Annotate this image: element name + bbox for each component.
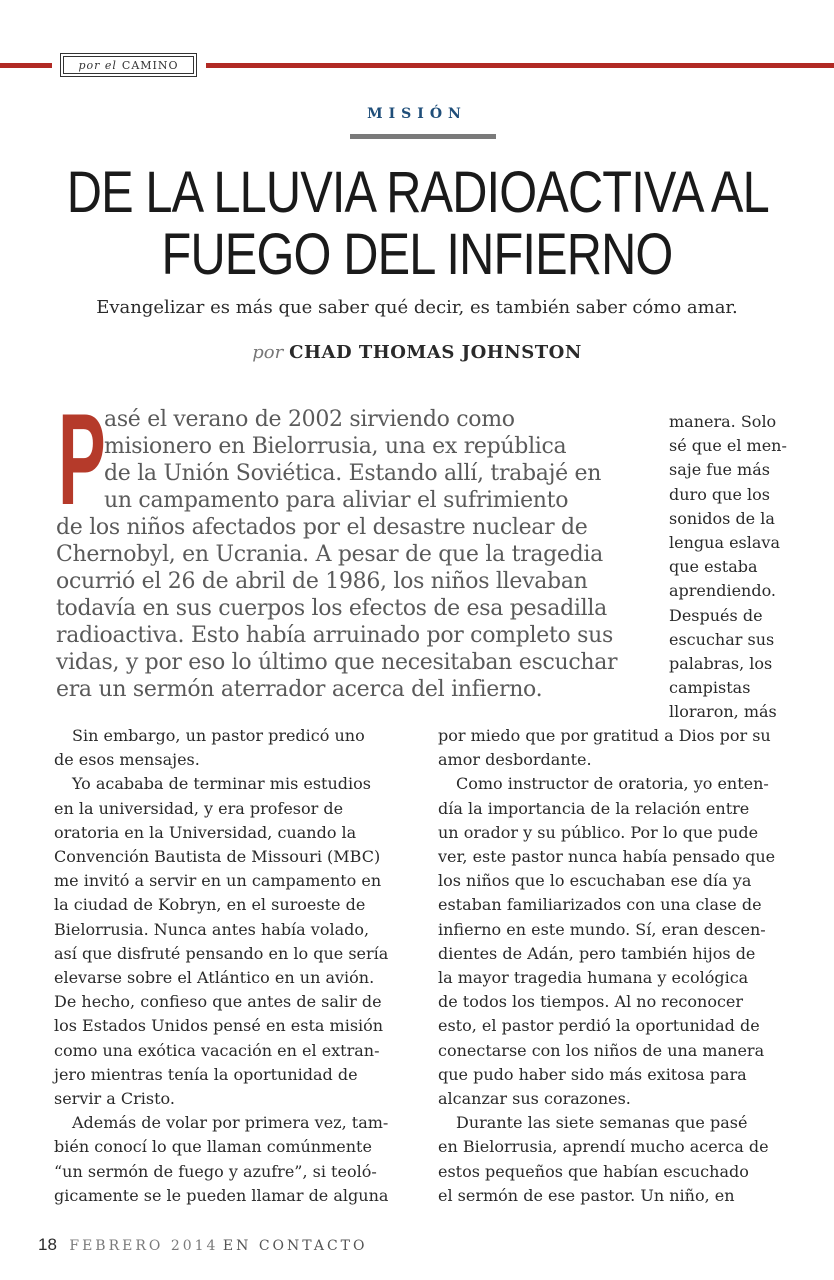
byline-prefix: por: [252, 342, 284, 363]
body-line: amor desbordante.: [438, 750, 592, 770]
side-line: escuchar sus: [669, 629, 775, 649]
side-line: que estaba: [669, 557, 758, 577]
body-line: De hecho, confieso que antes de salir de: [54, 992, 382, 1012]
body-line: de todos los tiempos. Al no reconocer: [438, 992, 744, 1012]
header-rule-right: [206, 63, 834, 68]
body-line: de esos mensajes.: [54, 750, 200, 770]
lead-line: ocurrió el 26 de abril de 1986, los niños llevaban: [56, 569, 588, 594]
lead-line: misionero en Bielorrusia, una ex república: [104, 434, 567, 459]
body-line: estaban familiarizados con una clase de: [438, 895, 762, 915]
body-line: “un sermón de fuego y azufre”, si teoló-: [54, 1161, 377, 1181]
body-line: elevarse sobre el Atlántico en un avión.: [54, 968, 375, 988]
side-line: aprendiendo.: [669, 581, 777, 601]
lead-line: era un sermón aterrador acerca del infierno.: [56, 677, 543, 702]
kicker-rule: [350, 134, 496, 139]
side-line: campistas: [669, 678, 751, 698]
body-line: en la universidad, y era profesor de: [54, 798, 344, 818]
lead-line: de los niños afectados por el desastre nuclear de: [56, 515, 588, 540]
section-prefix: por el: [78, 58, 117, 72]
side-line: lengua eslava: [669, 533, 780, 553]
side-line: duro que los: [669, 484, 770, 504]
body-line: infierno en este mundo. Sí, eran descen-: [438, 919, 766, 939]
body-line: bién conocí lo que llaman comúnmente: [54, 1137, 372, 1157]
body-column-left: [54, 724, 414, 1208]
body-line: día la importancia de la relación entre: [438, 798, 750, 818]
lead-line: todavía en sus cuerpos los efectos de esa pesadilla: [56, 596, 607, 621]
body-line: me invitó a servir en un campamento en: [54, 871, 382, 891]
byline: [0, 342, 834, 363]
body-line: los Estados Unidos pensé en esta misión: [54, 1016, 384, 1036]
issue-date: FEBRERO 2014: [69, 1238, 219, 1254]
body-line: Durante las siete semanas que pasé: [456, 1113, 748, 1133]
side-line: Después de: [669, 605, 763, 625]
body-line: oratoria en la Universidad, cuando la: [54, 822, 357, 842]
body-line: Convención Bautista de Missouri (MBC): [54, 847, 381, 867]
body-line: los niños que lo escuchaban ese día ya: [438, 871, 752, 891]
section-tag: [60, 53, 197, 77]
body-line: servir a Cristo.: [54, 1089, 175, 1109]
body-line: por miedo que por gratitud a Dios por su: [438, 726, 771, 745]
article-title: [67, 162, 768, 286]
body-line: la ciudad de Kobryn, en el suroeste de: [54, 895, 366, 915]
lead-line: radioactiva. Esto había arruinado por completo sus: [56, 623, 613, 648]
article-kicker: MISIÓN: [367, 106, 467, 122]
body-line: un orador y su público. Por lo que pude: [438, 822, 759, 842]
side-line: saje fue más: [669, 460, 770, 480]
page-number: 18: [38, 1235, 57, 1254]
lead-line: asé el verano de 2002 sirviendo como: [104, 407, 515, 432]
body-line: Como instructor de oratoria, yo enten-: [456, 774, 769, 794]
body-line: esto, el pastor perdió la oportunidad de: [438, 1016, 760, 1036]
body-line: dientes de Adán, pero también hijos de: [438, 943, 756, 963]
lead-line: Chernobyl, en Ucrania. A pesar de que la tragedia: [56, 542, 603, 567]
article-dek: Evangelizar es más que saber qué decir, es también saber cómo amar.: [96, 297, 738, 318]
body-line: ver, este pastor nunca había pensado que: [438, 847, 776, 867]
body-line: alcanzar sus corazones.: [438, 1089, 631, 1109]
side-line: manera. Solo: [669, 412, 777, 431]
body-line: estos pequeños que habían escuchado: [438, 1161, 749, 1181]
section-name: CAMINO: [121, 58, 179, 72]
body-line: Bielorrusia. Nunca antes había volado,: [54, 919, 370, 939]
lead-line: un campamento para aliviar el sufrimiento: [104, 488, 569, 513]
page-footer: [38, 1235, 368, 1255]
body-line: Yo acababa de terminar mis estudios: [72, 774, 371, 794]
body-line: gicamente se le pueden llamar de alguna: [54, 1185, 389, 1205]
side-line: sonidos de la: [669, 508, 775, 528]
lead-line: de la Unión Soviética. Estando allí, trabajé en: [104, 461, 602, 486]
side-column: [669, 410, 829, 725]
body-line: en Bielorrusia, aprendí mucho acerca de: [438, 1137, 769, 1157]
body-line: la mayor tragedia humana y ecológica: [438, 968, 749, 988]
body-line: Sin embargo, un pastor predicó uno: [72, 726, 365, 745]
body-line: como una exótica vacación en el extran-: [54, 1040, 380, 1060]
title-line: DE LA LLUVIA RADIOACTIVA AL: [66, 160, 769, 225]
magazine-name: EN CONTACTO: [222, 1238, 368, 1254]
side-line: palabras, los: [669, 654, 773, 674]
title-line: FUEGO DEL INFIERNO: [161, 222, 673, 287]
body-line: conectarse con los niños de una manera: [438, 1040, 765, 1060]
lead-line: vidas, y por eso lo último que necesitaban escuchar: [56, 650, 618, 675]
body-line: jero mientras tenía la oportunidad de: [54, 1064, 358, 1084]
drop-cap: P: [58, 386, 106, 532]
body-line: el sermón de ese pastor. Un niño, en: [438, 1185, 735, 1205]
body-line: Además de volar por primera vez, tam-: [72, 1113, 389, 1133]
author-name: CHAD THOMAS JOHNSTON: [289, 342, 582, 363]
side-line: lloraron, más: [669, 702, 777, 722]
side-line: sé que el men-: [669, 436, 787, 456]
header-rule-left: [0, 63, 52, 68]
body-column-right: [438, 724, 808, 1208]
body-line: así que disfruté pensando en lo que sería: [54, 943, 389, 963]
body-line: que pudo haber sido más exitosa para: [438, 1064, 747, 1084]
